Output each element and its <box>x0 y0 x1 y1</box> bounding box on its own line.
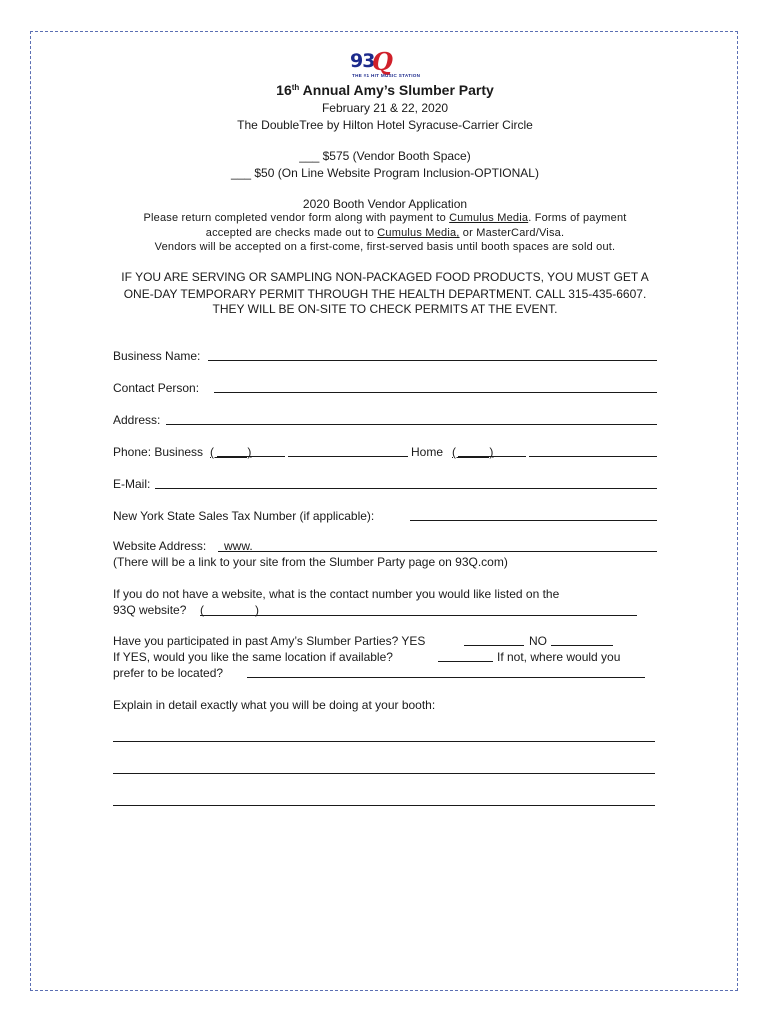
business-phone-field[interactable] <box>288 456 408 457</box>
logo-tagline: THE #1 HIT MUSIC STATION <box>352 73 421 78</box>
preferred-location-question: If not, where would you <box>497 650 621 664</box>
business-name-field[interactable] <box>208 360 657 361</box>
website-address-label: Website Address: <box>113 539 207 553</box>
website-note: (There will be a link to your site from the Slumber Party page on 93Q.com) <box>113 555 508 569</box>
logo-letter: Q <box>372 47 393 76</box>
application-instructions-3: Vendors will be accepted on a first-come, first-served basis until booth spaces are sold out. <box>154 241 616 253</box>
tax-number-label: New York State Sales Tax Number (if applicable): <box>113 509 375 523</box>
booth-activity-line-3[interactable] <box>113 805 655 806</box>
booth-activity-line-1[interactable] <box>113 741 655 742</box>
notice-line-3: THEY WILL BE ON-SITE TO CHECK PERMITS AT THE EVENT. <box>212 302 558 316</box>
home-phone-field[interactable] <box>529 456 657 457</box>
application-instructions-2: accepted are checks made out to Cumulus Media, or MasterCard/Visa. <box>205 227 565 239</box>
station-logo <box>350 48 422 82</box>
home-area-code-field[interactable]: ( ) <box>452 445 494 459</box>
no-website-contact-field[interactable] <box>200 615 637 616</box>
option-booth-space: ___ $575 (Vendor Booth Space) <box>299 149 471 163</box>
same-location-field[interactable] <box>438 661 493 662</box>
website-prefix: www. <box>224 539 253 553</box>
business-name-label: Business Name: <box>113 349 201 363</box>
address-field[interactable] <box>166 424 657 425</box>
application-heading: 2020 Booth Vendor Application <box>302 197 468 211</box>
business-area-code-field[interactable]: ( ) <box>210 445 252 459</box>
website-address-field[interactable] <box>218 551 657 552</box>
past-participation-question: Have you participated in past Amy’s Slumber Parties? YES <box>113 634 426 648</box>
no-website-area-code[interactable]: ( <box>200 603 204 617</box>
no-website-question-1: If you do not have a website, what is the contact number you would like listed on the <box>113 587 560 601</box>
same-location-question: If YES, would you like the same location if available? <box>113 650 393 664</box>
event-venue: The DoubleTree by Hilton Hotel Syracuse-Carrier Circle <box>237 118 533 132</box>
preferred-location-field[interactable] <box>247 677 645 678</box>
application-instructions-1: Please return completed vendor form along with payment to Cumulus Media. Forms of payment <box>143 212 627 224</box>
prefer-location-label: prefer to be located? <box>113 666 224 680</box>
tax-number-field[interactable] <box>410 520 657 521</box>
notice-line-2: ONE-DAY TEMPORARY PERMIT THROUGH THE HEALTH DEPARTMENT. CALL 315-435-6607. <box>123 287 647 301</box>
option-website-inclusion: ___ $50 (On Line Website Program Inclusion-OPTIONAL) <box>231 166 539 180</box>
address-label: Address: <box>113 413 161 427</box>
past-no-label: NO <box>529 634 547 648</box>
email-label: E-Mail: <box>113 477 151 491</box>
notice-line-1: IF YOU ARE SERVING OR SAMPLING NON-PACKAGED FOOD PRODUCTS, YOU MUST GET A <box>121 270 649 284</box>
past-no-field[interactable] <box>551 645 613 646</box>
logo-number: 93 <box>350 50 375 72</box>
event-dates: February 21 & 22, 2020 <box>321 101 449 115</box>
home-area-code-underline <box>458 456 526 457</box>
booth-activity-question: Explain in detail exactly what you will be doing at your booth: <box>113 698 436 712</box>
phone-home-label: Home <box>411 445 444 459</box>
past-yes-field[interactable] <box>464 645 524 646</box>
no-website-question-2: 93Q website? <box>113 603 187 617</box>
page-title: 16th Annual Amy’s Slumber Party <box>276 82 494 98</box>
business-area-code-underline <box>217 456 285 457</box>
phone-business-label: Phone: Business <box>113 445 204 459</box>
booth-activity-line-2[interactable] <box>113 773 655 774</box>
no-website-area-code-close: ) <box>255 603 259 617</box>
email-field[interactable] <box>155 488 657 489</box>
contact-person-label: Contact Person: <box>113 381 200 395</box>
contact-person-field[interactable] <box>214 392 657 393</box>
